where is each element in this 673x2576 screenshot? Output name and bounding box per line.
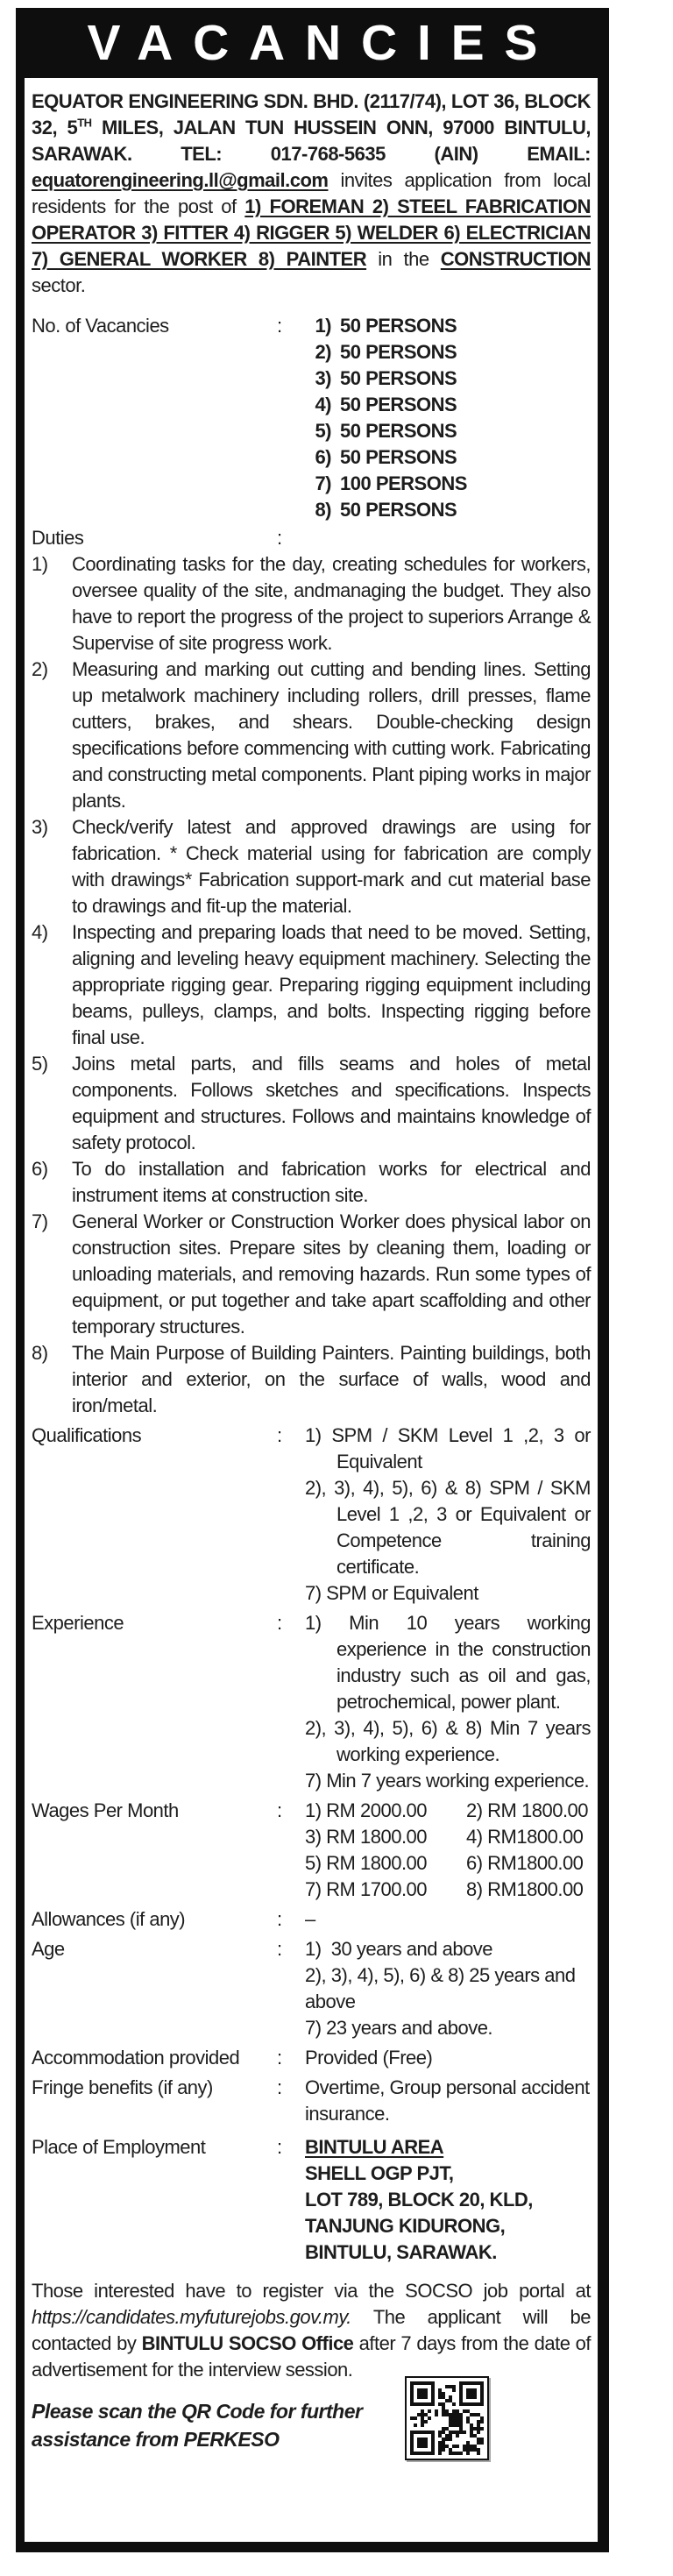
vacancy-count-item [305,339,591,365]
item-value: 50 PERSONS [340,499,457,521]
item-number: 1) [305,1424,322,1446]
row-duties-header [32,525,591,551]
item-text: Min 10 years working experience in the construction industry such as oil and gas, petrochemical, power plant. [336,1612,591,1713]
duty-number: 1) [32,553,48,575]
item-number: 6) [315,446,331,468]
item-text: Min 7 years working experience. [326,1770,590,1792]
age-item: 1) 30 years and above [305,1938,493,1960]
duty-text: Coordinating tasks for the day, creating schedules for workers, oversee quality of the site, andmanaging the budget. They also have to report the progress of the project to superiors Arrange & Supervise of site progress work. [72,553,591,654]
experience-colon: : [277,1612,282,1634]
vacancies-label: No. of Vacancies [32,315,169,337]
duty-item [32,919,591,1051]
wage-value: 5) RM 1800.00 [305,1852,428,1874]
accommodation-value: Provided (Free) [305,2047,433,2069]
fringe-colon: : [277,2076,282,2098]
vacancy-count-item [305,497,591,523]
duty-item [32,814,591,919]
allowances-colon: : [277,1908,282,1930]
duties-label: Duties [32,527,84,549]
invite-text: invites application from local residents for the post of [32,169,591,217]
duty-item [32,1051,591,1156]
row-accommodation [32,2045,591,2071]
duty-item [32,656,591,814]
ad-title: VACANCIES [87,15,558,71]
item-text: SPM or Equivalent [326,1582,478,1604]
wage-value: 8) RM1800.00 [466,1878,584,1900]
qr-code-image [410,2381,484,2455]
qualification-item [305,1475,591,1580]
wage-row [305,1824,591,1850]
duty-number: 7) [32,1210,48,1232]
duty-text: Inspecting and preparing loads that need to be moved. Setting, aligning and leveling heavy equipment machinery. Selecting the appropriate rigging gear. Preparing rigging equipment including beams, pulleys, clamps, and bolts. Inspecting rigging before final use. [72,921,591,1048]
item-value: 50 PERSONS [340,446,457,468]
footer-text: Those interested have to register via the SOCSO job portal at [32,2280,591,2302]
duty-number: 2) [32,658,48,680]
item-text: Min 7 years working experience. [336,1717,591,1765]
wage-row [305,1798,591,1824]
qualifications-colon: : [277,1424,282,1446]
item-number: 3) [315,367,331,389]
duty-text: To do installation and fabrication works for electrical and instrument items at construction site. [72,1158,591,1206]
vacancy-count-item [305,444,591,471]
duty-item [32,1209,591,1340]
footer-text: after 7 days from the date of advertisement for the interview session. [32,2332,591,2381]
item-text: SPM / SKM Level 1 ,2, 3 or Equivalent [331,1424,591,1473]
duty-text: General Worker or Construction Worker does physical labor on construction sites. Prepare sites by cleaning them, loading or unloading materials, and removing hazards. Run some types of equipment, or put together and take apart scaffolding and other temporary structures. [72,1210,591,1338]
item-number: 7) [305,1582,322,1604]
item-value: 50 PERSONS [340,315,457,337]
row-wages [32,1798,591,1903]
item-value: 50 PERSONS [340,394,457,415]
duty-text: Joins metal parts, and fills seams and holes of metal components. Follows sketches and specifications. Inspects equipment and structures. Follows and maintains knowledge of safety protocol. [72,1053,591,1153]
place-line: SHELL OGP PJT, [305,2162,454,2184]
item-number: 2) [315,341,331,363]
duty-text: The Main Purpose of Building Painters. Painting buildings, both interior and exterior, on the surface of walls, wood and iron/metal. [72,1342,591,1416]
experience-label: Experience [32,1612,124,1634]
registration-instructions [32,2278,591,2383]
wage-value: 2) RM 1800.00 [466,1799,589,1821]
place-area: BINTULU AREA [305,2136,444,2158]
sector-name: CONSTRUCTION [440,248,591,270]
row-allowances [32,1906,591,1933]
row-qualifications [32,1423,591,1607]
place-colon: : [277,2136,282,2158]
accommodation-label: Accommodation provided [32,2047,240,2069]
duty-item [32,1340,591,1419]
duties-list [32,551,591,1419]
item-value: 50 PERSONS [340,341,457,363]
qualifications-label: Qualifications [32,1424,142,1446]
experience-item [305,1768,591,1794]
item-number: 2), 3), 4), 5), 6) & 8) [305,1717,482,1739]
ordinal-suffix: TH [77,116,92,130]
duty-item [32,551,591,656]
job-portal-url[interactable]: https://candidates.myfuturejobs.gov.my. [32,2306,351,2328]
item-number: 1) [315,315,331,337]
duty-text: Measuring and marking out cutting and bending lines. Setting up metalwork machinery including rollers, drill presses, flame cutters, brakes, and shears. Double-checking design specifications before commencing with cutting work. Fabricating and constructing metal components. Plant piping works in major plants. [72,658,591,812]
item-number: 5) [315,420,331,442]
row-no-of-vacancies [32,313,591,523]
item-number: 7) [315,472,331,494]
accommodation-colon: : [277,2047,282,2069]
duty-number: 6) [32,1158,48,1180]
place-line: TANJUNG KIDURONG, [305,2215,506,2237]
item-number: 2), 3), 4), 5), 6) & 8) [305,1477,482,1499]
item-text: SPM / SKM Level 1 ,2, 3 or Equivalent or Competence training certificate. [336,1477,591,1578]
allowances-label: Allowances (if any) [32,1908,186,1930]
intro-paragraph [32,89,591,299]
item-value: 50 PERSONS [340,367,457,389]
age-item: 7) 23 years and above. [305,2017,493,2039]
company-address: MILES, JALAN TUN HUSSEIN ONN, 97000 BINTULU, SARAWAK. TEL: 017-768-5635 (AIN) EMAIL: [32,117,591,165]
age-label: Age [32,1938,65,1960]
qr-code [405,2376,489,2460]
qualification-item [305,1423,591,1475]
place-line: BINTULU, SARAWAK. [305,2241,497,2263]
sector-suffix: sector. [32,274,86,296]
wages-label: Wages Per Month [32,1799,179,1821]
qr-section [32,2397,591,2460]
item-value: 50 PERSONS [340,420,457,442]
duty-item [32,1156,591,1209]
allowances-value: – [305,1908,315,1930]
wage-value: 1) RM 2000.00 [305,1799,428,1821]
vacancies-colon: : [277,315,282,337]
duty-text: Check/verify latest and approved drawings are using for fabrication. * Check material using for fabrication are comply with drawings* Fabrication support-mark and cut material base to drawings and fit-up the material. [72,816,591,917]
qr-instruction: Please scan the QR Code for further assistance from PERKESO [32,2400,363,2451]
in-the-text: in the [366,248,441,270]
row-age [32,1936,591,2041]
qualifications-values [305,1423,591,1607]
age-item: 2), 3), 4), 5), 6) & 8) 25 years and above [305,1964,576,2012]
age-values [305,1936,591,2041]
row-place-of-employment [32,2134,591,2266]
age-colon: : [277,1938,282,1960]
wage-value: 6) RM1800.00 [466,1852,584,1874]
email-link[interactable]: equatorengineering.ll@gmail.com [32,169,329,191]
vacancy-count-item [305,392,591,418]
item-number: 4) [315,394,331,415]
positions-list: 1) FOREMAN 2) STEEL FABRICATION OPERATOR 3) FITTER 4) RIGGER 5) WELDER 6) ELECTRICIAN 7) GENERAL WORKER 8) PAINTER [32,195,591,270]
footer-text: The applicant will be contacted by [32,2306,591,2354]
wage-value: 3) RM 1800.00 [305,1826,428,1848]
place-values [305,2134,591,2266]
wage-row [305,1877,591,1903]
wage-value: 4) RM1800.00 [466,1826,584,1848]
vacancy-count-item [305,313,591,339]
socso-office-name: BINTULU SOCSO Office [141,2332,354,2354]
wages-colon: : [277,1799,282,1821]
vacancy-count-item [305,418,591,444]
experience-values [305,1610,591,1794]
item-number: 7) [305,1770,322,1792]
fringe-value: Overtime, Group personal accident insurance. [305,2076,590,2125]
place-label: Place of Employment [32,2136,206,2158]
item-number: 8) [315,499,331,521]
row-fringe-benefits [32,2075,591,2127]
wage-row [305,1850,591,1877]
duty-number: 4) [32,921,48,943]
vacancy-count-item [305,365,591,392]
qualification-item [305,1580,591,1607]
vacancy-count-item [305,471,591,497]
ad-body [25,78,598,2542]
wage-value: 7) RM 1700.00 [305,1878,428,1900]
vacancies-values [305,313,591,523]
duties-colon: : [277,527,282,549]
item-value: 100 PERSONS [340,472,467,494]
fringe-label: Fringe benefits (if any) [32,2076,213,2098]
ad-frame [16,8,609,2552]
duty-number: 8) [32,1342,48,1364]
duty-number: 5) [32,1053,48,1075]
wages-values [305,1798,591,1903]
place-line: LOT 789, BLOCK 20, KLD, [305,2189,533,2211]
experience-item [305,1610,591,1715]
row-experience [32,1610,591,1794]
company-name: EQUATOR ENGINEERING SDN. BHD. (2117/74), LOT 36, BLOCK 32, 5 [32,90,591,138]
duty-number: 3) [32,816,48,838]
experience-item [305,1715,591,1768]
item-number: 1) [305,1612,322,1634]
ad-title-bar [16,8,609,78]
